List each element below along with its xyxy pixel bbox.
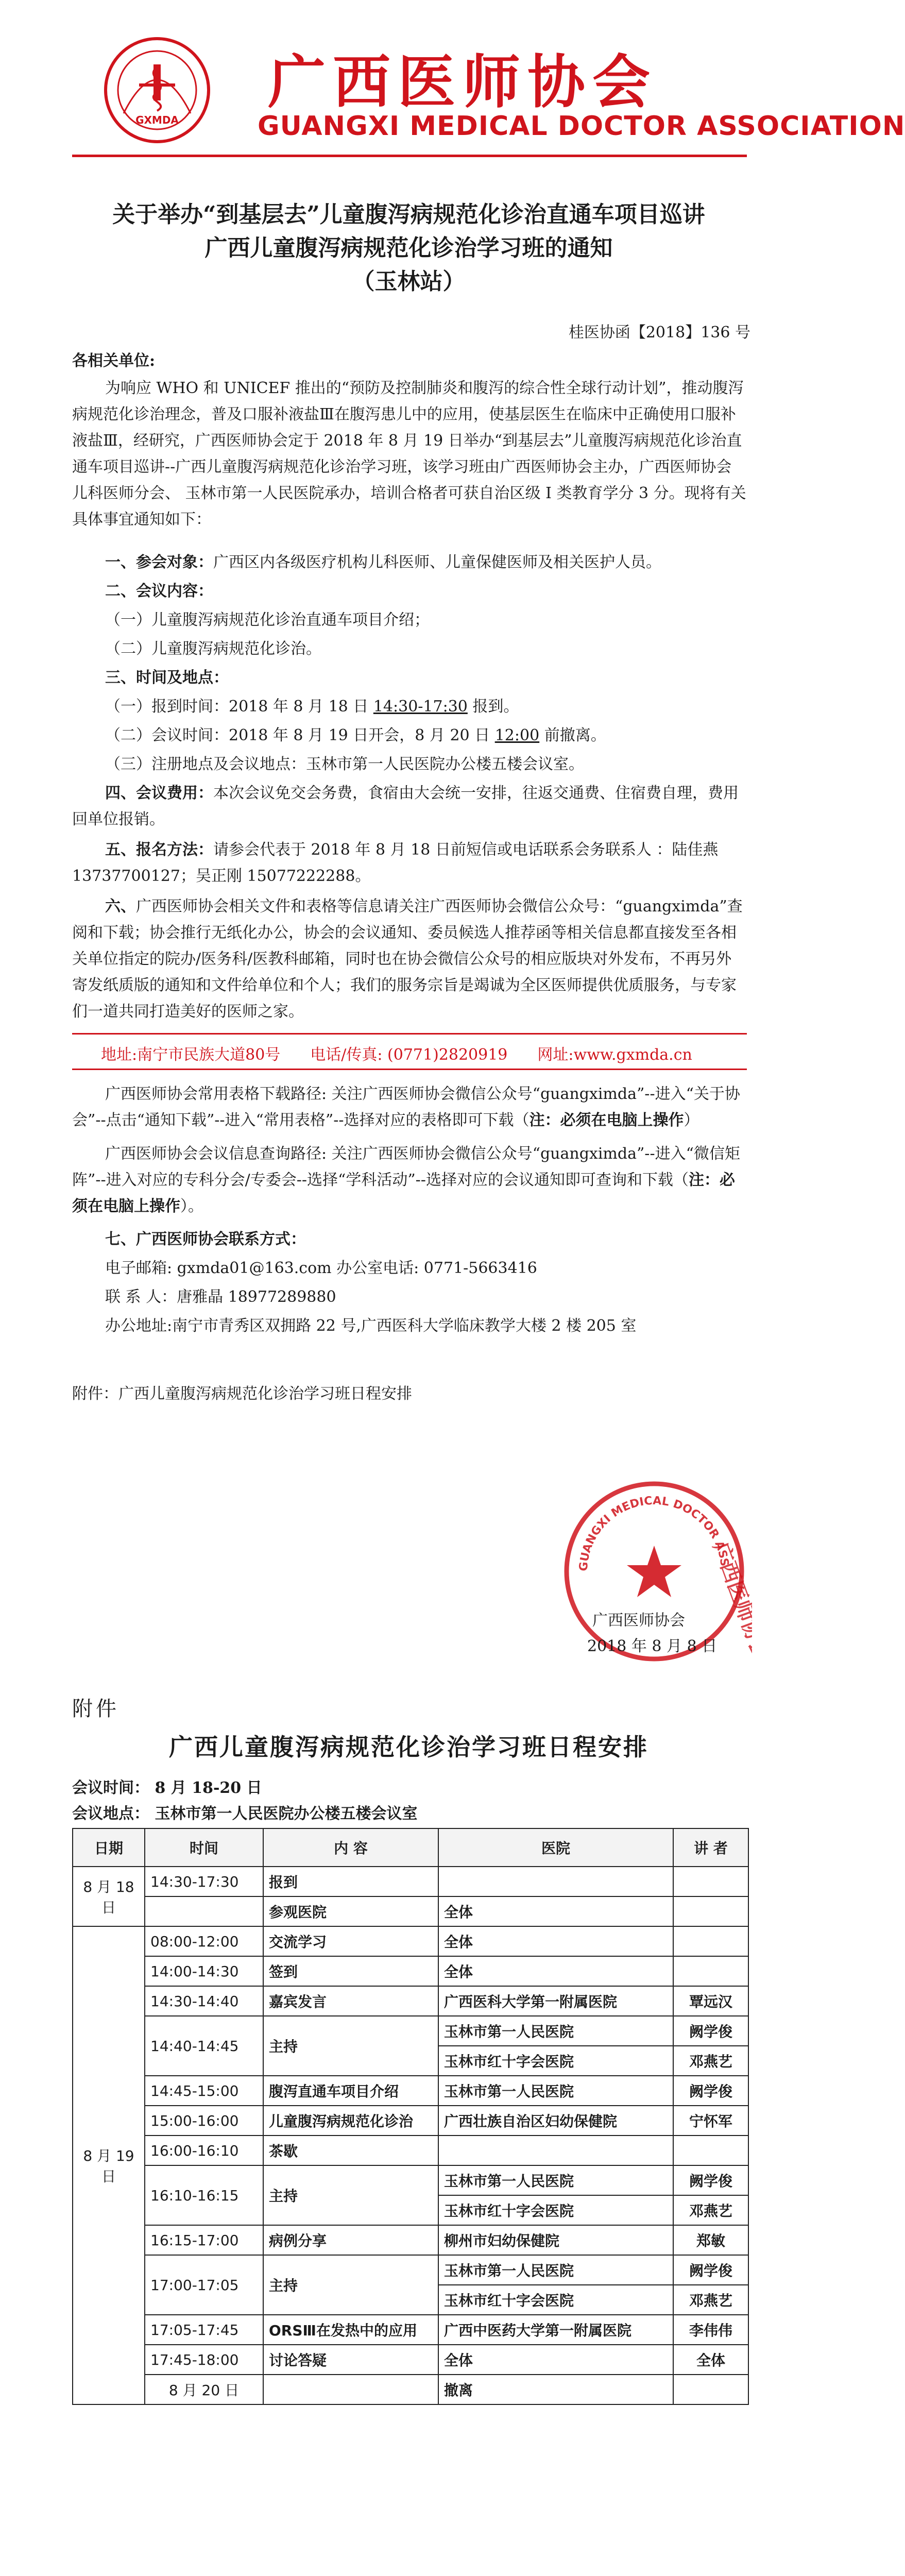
table-row xyxy=(73,2076,748,2106)
hospital-cell: 玉林市第一人民医院 xyxy=(438,2076,673,2106)
table-row xyxy=(73,2375,748,2404)
speaker-cell xyxy=(673,1867,748,1896)
document-number: 桂医协函【2018】136 号 xyxy=(568,324,750,342)
hospital-cell: 玉林市红十字会医院 xyxy=(438,2285,673,2315)
attachment-note: 附件：广西儿童腹泻病规范化诊治学习班日程安排 xyxy=(72,1385,412,1403)
hospital-cell xyxy=(673,2375,748,2404)
content-cell: 主持 xyxy=(263,2165,438,2225)
speaker-cell: 覃远汉 xyxy=(673,1986,748,2016)
speaker-cell: 邓燕艺 xyxy=(673,2195,748,2225)
signature-date: 2018 年 8 月 8 日 xyxy=(587,1637,718,1655)
section-text: 请参会代表于 2018 年 8 月 18 日前短信或电话联系会务联系人 ：陆佳燕 13737700127；吴正刚 15077222288。 xyxy=(72,841,719,885)
meeting-venue: （三）注册地点及会议地点：玉林市第一人民医院办公楼五楼会议室。 xyxy=(105,755,584,773)
time-cell xyxy=(145,1896,263,1926)
association-logo xyxy=(103,36,211,144)
association-name-cn: 广西医师协会 xyxy=(268,48,657,116)
section-text: 广西医师协会相关文件和表格等信息请关注广西医师协会微信公众号：“guangximda”查阅和下载；协会推行无纸化办公，协会的会议通知、委员候选人推荐函等相关信息都直接发至各相关单位指定的院办/医务科/医教科邮箱，同时也在协会微信公众号的相应版块对外发布，不再另外寄发纸质版的通知和文件给单位和个人；我们的服务宗旨是竭诚为全区医师提供优质服务，与专家们一道共同打造美好的医师之家。 xyxy=(72,897,743,1021)
intro-paragraph: 为响应 WHO 和 UNICEF 推出的“预防及控制肺炎和腹泻的综合性全球行动计划”，推动腹泻病规范化诊治理念，普及口服补液盐Ⅲ在腹泻患儿中的应用，使基层医生在临床中正确使用口服补液盐Ⅲ，经研究，广西医师协会定于 2018 年 8 月 19 日举办“到基层去”儿童腹泻病规范化诊治直通车项目巡讲--广西儿童腹泻病规范化诊治学习班，该学习班由广西医师协会主办，广西医师协会儿科医师分会、 玉林市第一人民医院承办，培训合格者可获自治区级 I 类教育学分 3 分。现将有关具体事宜通知如下： xyxy=(72,379,746,529)
website-link[interactable]: 网址:www.gxmda.cn xyxy=(537,1046,692,1064)
schedule-title: 广西儿童腹泻病规范化诊治学习班日程安排 xyxy=(169,1733,648,1761)
speaker-cell: 邓燕艺 xyxy=(673,2046,748,2076)
meeting-time-text: （二）会议时间：2018 年 8 月 19 日开会，8 月 20 日 xyxy=(105,726,495,744)
section-label: 五、报名方法： xyxy=(105,841,213,859)
download-path-text: 广西医师协会常用表格下载路径: 关注广西医师协会微信公众号“guangximda”--进入“关于协会”--点击“通知下载”--进入“常用表格”--选择对应的表格即可下载（ xyxy=(72,1085,740,1129)
speaker-cell xyxy=(673,1926,748,1956)
download-path-warning: 注：必须在电脑上操作 xyxy=(529,1111,684,1129)
content-cell: 主持 xyxy=(263,2016,438,2076)
query-path-note xyxy=(72,1141,747,1219)
query-path-warning: 注：必须在电脑上操作 xyxy=(72,1171,735,1215)
address-divider-bottom xyxy=(72,1069,747,1070)
association-name-en: GUANGXI MEDICAL DOCTOR ASSOCIATION xyxy=(258,111,905,142)
schedule-meeting-place: 会议地点： 玉林市第一人民医院办公楼五楼会议室 xyxy=(72,1805,418,1823)
hospital-cell: 广西医科大学第一附属医院 xyxy=(438,1986,673,2016)
speaker-cell: 郑敏 xyxy=(673,2225,748,2255)
schedule-meeting-time: 会议时间： 8 月 18-20 日 xyxy=(72,1779,262,1797)
time-cell xyxy=(263,2375,438,2404)
table-row xyxy=(73,2136,748,2165)
speaker-cell xyxy=(673,2136,748,2165)
time-cell: 16:15-17:00 xyxy=(145,2225,263,2255)
svg-text:广西医师协会: 广西医师协会 xyxy=(708,1539,752,1664)
section-time-place-label: 三、时间及地点： xyxy=(105,669,229,687)
table-row xyxy=(73,1956,748,1986)
registration-time-value: 14:30-17:30 xyxy=(373,698,468,716)
content-cell: 撤离 xyxy=(438,2375,673,2404)
contact-email: 电子邮箱: gxmda01@163.com 办公室电话: 0771-5663416 xyxy=(105,1259,537,1277)
speaker-cell xyxy=(673,1896,748,1926)
speaker-cell xyxy=(673,1956,748,1986)
meeting-time xyxy=(72,722,747,749)
speaker-cell: 李伟伟 xyxy=(673,2315,748,2345)
content-cell: ORSⅢ在发热中的应用 xyxy=(263,2315,438,2345)
hospital-cell: 全体 xyxy=(438,1956,673,1986)
registration-time xyxy=(72,693,747,720)
hospital-cell: 全体 xyxy=(438,1896,673,1926)
table-row xyxy=(73,2255,748,2285)
registration-time-suffix: 报到。 xyxy=(467,698,519,716)
header-divider xyxy=(72,155,747,157)
time-cell: 14:45-15:00 xyxy=(145,2076,263,2106)
content-cell: 腹泻直通车项目介绍 xyxy=(263,2076,438,2106)
time-cell: 17:45-18:00 xyxy=(145,2345,263,2375)
speaker-cell: 阙学俊 xyxy=(673,2016,748,2046)
time-cell: 14:30-14:40 xyxy=(145,1986,263,2016)
time-cell: 16:00-16:10 xyxy=(145,2136,263,2165)
column-header: 时间 xyxy=(145,1828,263,1867)
speaker-cell: 邓燕艺 xyxy=(673,2285,748,2315)
section-content-label: 二、会议内容： xyxy=(105,582,213,600)
section-label: 六、 xyxy=(105,897,136,916)
table-row xyxy=(73,1926,748,1956)
date-cell: 8 月 19 日 xyxy=(73,1926,145,2404)
content-cell: 病例分享 xyxy=(263,2225,438,2255)
content-cell: 茶歇 xyxy=(263,2136,438,2165)
hospital-cell: 玉林市红十字会医院 xyxy=(438,2195,673,2225)
table-row xyxy=(73,2315,748,2345)
content-cell: 嘉宾发言 xyxy=(263,1986,438,2016)
svg-text:GXMDA: GXMDA xyxy=(135,114,179,126)
time-cell: 14:40-14:45 xyxy=(145,2016,263,2076)
contact-office: 办公地址:南宁市青秀区双拥路 22 号,广西医科大学临床教学大楼 2 楼 205 室 xyxy=(105,1317,637,1335)
address-bar xyxy=(101,1042,722,1064)
hospital-cell: 玉林市第一人民医院 xyxy=(438,2255,673,2285)
content-item-1: （一）儿童腹泻病规范化诊治直通车项目介绍； xyxy=(105,611,430,629)
hospital-cell: 全体 xyxy=(438,1926,673,1956)
section-text: 广西区内各级医疗机构儿科医师、儿童保健医师及相关医护人员。 xyxy=(213,553,661,571)
time-cell: 14:30-17:30 xyxy=(145,1867,263,1896)
hospital-cell: 玉林市红十字会医院 xyxy=(438,2046,673,2076)
column-header: 讲 者 xyxy=(673,1828,748,1867)
content-cell: 主持 xyxy=(263,2255,438,2315)
table-row xyxy=(73,1867,748,1896)
query-path-tail: ）。 xyxy=(180,1197,203,1215)
hospital-cell: 全体 xyxy=(438,2345,673,2375)
query-path-text: 广西医师协会会议信息查询路径: 关注广西医师协会微信公众号“guangximda”--进入“微信矩阵”--进入对应的专科分会/专委会--选择“学科活动”--选择对应的会议通知即可查询和下载（ xyxy=(72,1145,740,1189)
section-registration xyxy=(72,837,747,889)
table-row xyxy=(73,2345,748,2375)
download-path-tail: ） xyxy=(684,1111,699,1129)
column-header: 内 容 xyxy=(263,1828,438,1867)
table-header-row xyxy=(73,1828,748,1867)
hospital-cell: 广西壮族自治区妇幼保健院 xyxy=(438,2106,673,2136)
speaker-cell: 阙学俊 xyxy=(673,2165,748,2195)
contact-person: 联 系 人：唐雅晶 18977289880 xyxy=(105,1288,336,1306)
hospital-cell: 柳州市妇幼保健院 xyxy=(438,2225,673,2255)
svg-text:GUANGXI MEDICAL DOCTOR ASSOCIA: GUANGXI MEDICAL DOCTOR ASS xyxy=(577,1494,731,1572)
meeting-time-suffix: 前撤离。 xyxy=(539,726,606,744)
content-cell: 报到 xyxy=(263,1867,438,1896)
phone-text: 电话/传真: (0771)2820919 xyxy=(310,1046,508,1064)
table-row xyxy=(73,2225,748,2255)
speaker-cell: 阙学俊 xyxy=(673,2076,748,2106)
column-header: 日期 xyxy=(73,1828,145,1867)
time-cell: 17:00-17:05 xyxy=(145,2255,263,2315)
table-row xyxy=(73,1986,748,2016)
table-row xyxy=(73,2106,748,2136)
table-row xyxy=(73,2016,748,2046)
contact-label: 七、广西医师协会联系方式： xyxy=(105,1230,306,1248)
time-cell: 16:10-16:15 xyxy=(145,2165,263,2225)
speaker-cell: 全体 xyxy=(673,2345,748,2375)
content-cell: 签到 xyxy=(263,1956,438,1986)
content-cell: 儿童腹泻病规范化诊治 xyxy=(263,2106,438,2136)
section-text: 本次会议免交会务费，食宿由大会统一安排，往返交通费、住宿费自理，费用回单位报销。 xyxy=(72,784,739,828)
section-attendees xyxy=(72,549,747,575)
signature-name: 广西医师协会 xyxy=(592,1612,685,1630)
address-divider-top xyxy=(72,1033,747,1035)
section-fees xyxy=(72,780,747,833)
hospital-cell: 玉林市第一人民医院 xyxy=(438,2165,673,2195)
column-header: 医院 xyxy=(438,1828,673,1867)
content-cell: 讨论答疑 xyxy=(263,2345,438,2375)
time-cell: 17:05-17:45 xyxy=(145,2315,263,2345)
table-row xyxy=(73,2165,748,2195)
salutation: 各相关单位: xyxy=(72,352,156,370)
content-cell: 交流学习 xyxy=(263,1926,438,1956)
registration-time-text: （一）报到时间：2018 年 8 月 18 日 xyxy=(105,698,373,716)
time-cell: 08:00-12:00 xyxy=(145,1926,263,1956)
hospital-cell xyxy=(438,1867,673,1896)
time-cell: 14:00-14:30 xyxy=(145,1956,263,1986)
notice-title-line-1: 关于举办“到基层去”儿童腹泻病规范化诊治直通车项目巡讲 xyxy=(112,201,705,228)
speaker-cell: 阙学俊 xyxy=(673,2255,748,2285)
date-cell: 8 月 20 日 xyxy=(145,2375,263,2404)
hospital-cell: 广西中医药大学第一附属医院 xyxy=(438,2315,673,2345)
section-info xyxy=(72,893,747,1025)
notice-title-line-3: （玉林站） xyxy=(352,268,466,295)
date-cell: 8 月 18 日 xyxy=(73,1867,145,1926)
meeting-time-value: 12:00 xyxy=(494,726,540,744)
table-row xyxy=(73,1896,748,1926)
attachment-label: 附件 xyxy=(72,1697,119,1721)
download-path-note xyxy=(72,1081,747,1133)
speaker-cell: 宁怀军 xyxy=(673,2106,748,2136)
section-label: 四、会议费用： xyxy=(105,784,213,802)
section-label: 一、参会对象： xyxy=(105,553,213,571)
address-text: 地址:南宁市民族大道80号 xyxy=(101,1046,281,1064)
notice-title-line-2: 广西儿童腹泻病规范化诊治学习班的通知 xyxy=(204,235,613,261)
schedule-table xyxy=(72,1828,749,2405)
content-cell: 参观医院 xyxy=(263,1896,438,1926)
time-cell: 15:00-16:00 xyxy=(145,2106,263,2136)
content-item-2: （二）儿童腹泻病规范化诊治。 xyxy=(105,640,321,658)
hospital-cell xyxy=(438,2136,673,2165)
hospital-cell: 玉林市第一人民医院 xyxy=(438,2016,673,2046)
